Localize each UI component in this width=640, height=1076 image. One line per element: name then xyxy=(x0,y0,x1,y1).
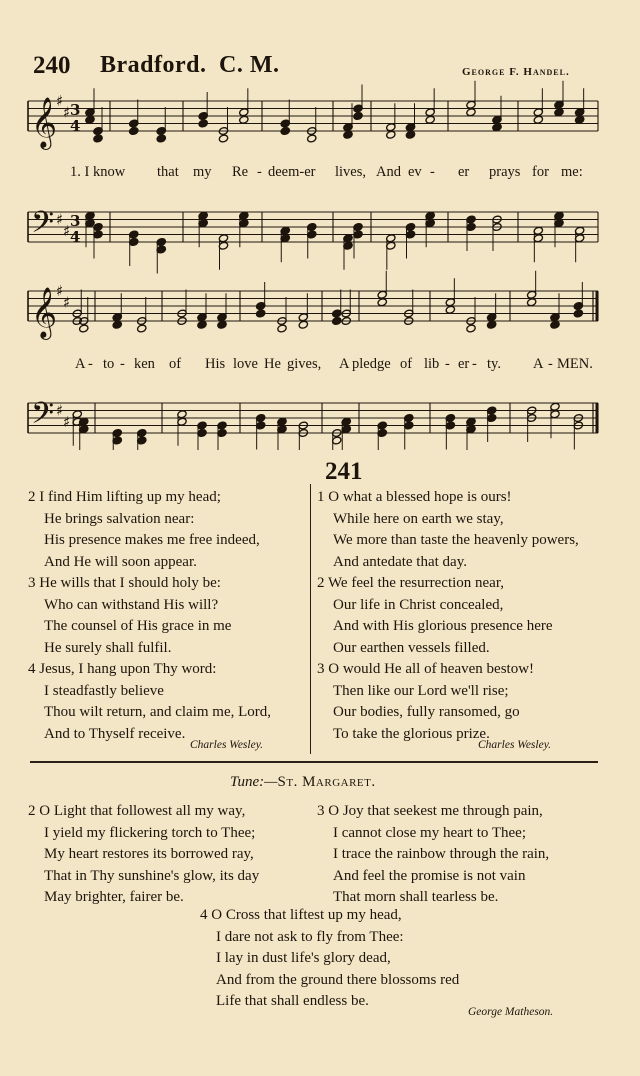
note-head xyxy=(332,317,342,326)
note-head xyxy=(573,309,583,318)
note-head xyxy=(298,320,308,329)
verse-line: 1 O what a blessed hope is ours! xyxy=(317,489,512,505)
verse-line: 2 I find Him lifting up my head; xyxy=(28,489,221,505)
note-head xyxy=(487,320,497,329)
note-head xyxy=(217,320,227,329)
verse-line: 2 We feel the resurrection near, xyxy=(317,575,504,591)
time-signature: 4 xyxy=(70,117,81,135)
lyric-syllable: to xyxy=(103,356,115,372)
note-head xyxy=(466,324,476,333)
verse-line: That morn shall tearless be. xyxy=(333,889,499,905)
verse-line: Then like our Lord we'll rise; xyxy=(333,682,509,699)
lyric-syllable: lives, xyxy=(335,164,367,180)
tune-prefix: Tune:— xyxy=(230,774,278,790)
note-head xyxy=(554,108,564,117)
verse-line: And feel the promise is not vain xyxy=(333,867,526,884)
lyric-syllable: love xyxy=(233,356,258,372)
bass-clef-icon: 𝄢 xyxy=(31,206,55,247)
lyric-syllable: ken xyxy=(134,356,155,372)
note-head xyxy=(343,130,353,139)
time-signature: 3 xyxy=(70,101,81,119)
hymn-meter: C. M. xyxy=(219,52,280,78)
sharp-icon: ♯ xyxy=(56,92,64,110)
verse-line: 3 O would He all of heaven bestow! xyxy=(317,661,535,677)
note-head xyxy=(129,127,139,136)
lyric-syllable: for xyxy=(532,164,549,180)
lyric-syllable: that xyxy=(157,164,179,180)
sharp-icon: ♯ xyxy=(63,221,71,240)
note-head xyxy=(218,134,228,143)
verse-line: While here on earth we stay, xyxy=(333,510,504,527)
verse-line: And to Thyself receive. xyxy=(44,725,186,742)
lyric-syllable: prays xyxy=(489,164,521,180)
hymn-241-number: 241 xyxy=(325,458,363,485)
note-head xyxy=(156,134,166,143)
verse-line: 3 He wills that I should holy be: xyxy=(28,575,221,591)
note-head xyxy=(280,127,290,136)
note-head xyxy=(198,119,208,128)
lyric-syllable: er xyxy=(458,164,470,180)
verse-line: I cannot close my heart to Thee; xyxy=(333,824,526,841)
lyric-syllable: - xyxy=(120,356,125,372)
verse-line: We more than taste the heavenly powers, xyxy=(333,532,579,548)
lyric-syllable: Re xyxy=(232,164,249,180)
note-head xyxy=(575,115,585,124)
verse-line: Our life in Christ concealed, xyxy=(333,596,504,613)
note-head xyxy=(533,115,543,124)
verse-line: Life that shall endless be. xyxy=(216,993,369,1009)
sharp-icon: ♯ xyxy=(63,412,71,431)
hymn-number: 240 xyxy=(33,52,71,79)
verse-line: He brings salvation near: xyxy=(44,510,195,527)
verse-line: Who can withstand His will? xyxy=(44,596,219,613)
verse-line: I trace the rainbow through the rain, xyxy=(333,846,550,862)
lyric-syllable: A xyxy=(533,356,544,372)
lyric-syllable: gives, xyxy=(287,356,322,372)
note-head xyxy=(239,115,249,124)
lyric-syllable: er xyxy=(458,356,470,372)
tune-name-st-margaret: St. Margaret. xyxy=(277,774,376,790)
verse-line: And from the ground there blossoms red xyxy=(216,971,460,988)
lyric-syllable: ty. xyxy=(487,356,501,372)
sharp-icon: ♯ xyxy=(63,293,71,312)
note-head xyxy=(112,320,122,329)
note-head xyxy=(307,134,317,143)
verse-line: 3 O Joy that seekest me through pain, xyxy=(317,803,543,819)
music-score xyxy=(0,0,640,450)
lyric-syllable: pledge xyxy=(352,356,391,372)
note-head xyxy=(386,130,396,139)
verse-line: I lay in dust life's glory dead, xyxy=(216,950,391,966)
treble-clef-icon: 𝄞 xyxy=(31,97,58,148)
sharp-icon: ♯ xyxy=(56,210,64,229)
verse-line: And antedate that day. xyxy=(333,553,467,570)
section-rule xyxy=(30,761,598,763)
tune-label xyxy=(230,774,376,791)
lyric-syllable: of xyxy=(400,356,413,372)
lyric-syllable: of xyxy=(169,356,182,372)
verse-line: That in Thy sunshine's glow, its day xyxy=(44,867,260,884)
lyric-syllable: - xyxy=(88,356,93,372)
verse-line: He surely shall fulfil. xyxy=(44,639,172,656)
lyric-syllable: 1. I xyxy=(70,164,90,180)
lyric-syllable: ev xyxy=(408,164,422,180)
verse-line: 2 O Light that followest all my way, xyxy=(28,803,246,819)
verse-line: I steadfastly believe xyxy=(44,682,164,699)
time-signature: 4 xyxy=(70,228,81,246)
note-head xyxy=(550,320,560,329)
note-head xyxy=(492,123,502,132)
lyric-syllable: - xyxy=(548,356,553,372)
lyric-syllable: me: xyxy=(561,164,583,180)
lyric-syllable: His xyxy=(205,356,226,372)
verse-line: 4 Jesus, I hang upon Thy word: xyxy=(28,661,217,677)
note-head xyxy=(93,134,103,143)
note-head xyxy=(353,112,363,121)
verse-line: And with His glorious presence here xyxy=(333,618,553,634)
note-head xyxy=(277,324,287,333)
verse-line: 4 O Cross that liftest up my head, xyxy=(200,907,402,923)
lyric-syllable: deem-er xyxy=(268,164,316,180)
author-credit-240: Charles Wesley. xyxy=(190,739,264,751)
verse-line: To take the glorious prize. xyxy=(333,725,490,742)
lyric-syllable: lib xyxy=(424,356,440,372)
treble-clef-icon: 𝄞 xyxy=(31,287,58,338)
note-head xyxy=(256,309,266,318)
note-head xyxy=(527,298,537,307)
time-signature: 3 xyxy=(70,212,81,230)
sharp-icon: ♯ xyxy=(56,282,64,300)
verse-line: I yield my flickering torch to Thee; xyxy=(44,824,256,841)
final-bar xyxy=(596,291,599,321)
sharp-icon: ♯ xyxy=(63,103,71,122)
lyric-syllable: my xyxy=(193,164,212,180)
author-credit-241: Charles Wesley. xyxy=(478,739,552,751)
note-head xyxy=(377,298,387,307)
note-head xyxy=(425,115,435,124)
lyric-syllable: - xyxy=(472,356,477,372)
tune-name: Bradford. xyxy=(100,52,207,78)
verse-line: May brighter, fairer be. xyxy=(44,889,184,905)
verse-line: My heart restores its borrowed ray, xyxy=(44,846,254,862)
verse-line: His presence makes me free indeed, xyxy=(44,532,260,548)
final-bar xyxy=(596,403,599,433)
note-head xyxy=(405,130,415,139)
lyric-syllable: He xyxy=(264,356,281,372)
composer-credit: George F. Handel. xyxy=(462,66,570,78)
note-head xyxy=(197,320,207,329)
lyric-syllable: - xyxy=(257,164,262,180)
bass-clef-icon: 𝄢 xyxy=(31,397,55,438)
note-head xyxy=(466,108,476,117)
verse-line: Thou wilt return, and claim me, Lord, xyxy=(44,704,272,720)
note-head xyxy=(445,305,455,314)
note-head xyxy=(79,324,89,333)
note-head xyxy=(85,115,95,124)
verse-line: And He will soon appear. xyxy=(44,553,197,570)
author-credit-matheson: George Matheson. xyxy=(468,1006,554,1018)
column-divider xyxy=(310,484,311,754)
verse-line: I dare not ask to fly from Thee: xyxy=(216,928,404,945)
lyric-syllable: - xyxy=(445,356,450,372)
lyric-syllable: - xyxy=(430,164,435,180)
verse-line: Our earthen vessels filled. xyxy=(333,639,490,656)
lyric-syllable: A xyxy=(75,356,86,372)
lyric-syllable: A xyxy=(339,356,350,372)
verse-line: The counsel of His grace in me xyxy=(44,618,232,634)
sharp-icon: ♯ xyxy=(56,401,64,420)
lyric-syllable: MEN. xyxy=(557,356,593,372)
note-head xyxy=(137,324,147,333)
lyric-syllable: And xyxy=(376,164,401,180)
verse-line: Our bodies, fully ransomed, go xyxy=(333,704,520,720)
lyric-syllable: know xyxy=(93,164,126,180)
